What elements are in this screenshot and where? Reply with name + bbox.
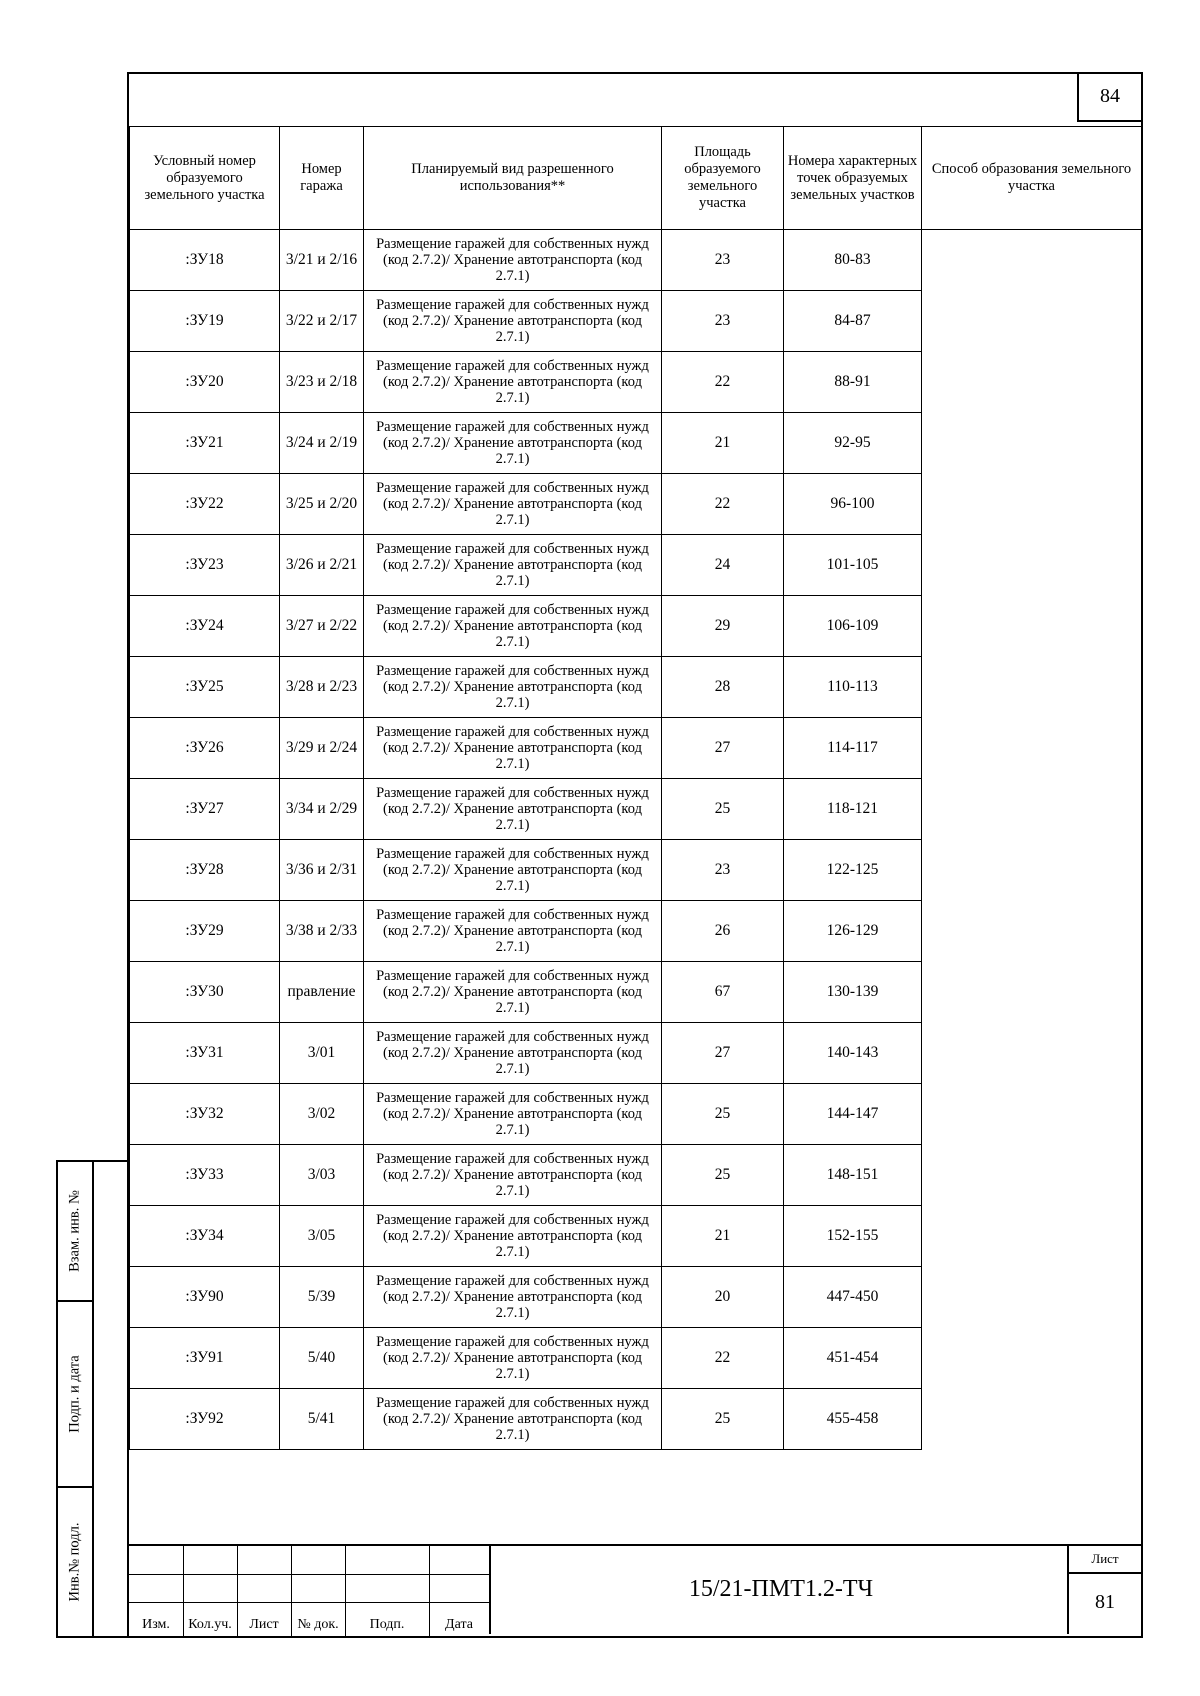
- cell-points: 84-87: [784, 291, 922, 352]
- cell-formation-method: [922, 535, 1142, 596]
- cell-plot-id: :ЗУ25: [130, 657, 280, 718]
- cell-formation-method: [922, 1023, 1142, 1084]
- page-frame: [127, 72, 1143, 1638]
- cell-planned-use: Размещение гаражей для собственных нужд (код 2.7.2)/ Хранение автотранспорта (код 2.7.1): [364, 474, 662, 535]
- cell-points: 106-109: [784, 596, 922, 657]
- table-row: [130, 1084, 1142, 1145]
- table-row: [130, 474, 1142, 535]
- cell-formation-method: [922, 718, 1142, 779]
- cell-points: 118-121: [784, 779, 922, 840]
- cell-plot-id: :ЗУ28: [130, 840, 280, 901]
- cell-points: 110-113: [784, 657, 922, 718]
- cell-planned-use: Размещение гаражей для собственных нужд (код 2.7.2)/ Хранение автотранспорта (код 2.7.1): [364, 352, 662, 413]
- cell-plot-id: :ЗУ32: [130, 1084, 280, 1145]
- cell-area: 23: [662, 230, 784, 291]
- cell-points: 101-105: [784, 535, 922, 596]
- cell-plot-id: :ЗУ24: [130, 596, 280, 657]
- side-cell-inv: [58, 1488, 94, 1636]
- cell-area: 26: [662, 901, 784, 962]
- cell-area: 25: [662, 1084, 784, 1145]
- cell-area: 28: [662, 657, 784, 718]
- sheet-box: [1067, 1546, 1141, 1634]
- table-row: [130, 535, 1142, 596]
- cell-points: 447-450: [784, 1267, 922, 1328]
- cell-garage-number: 3/38 и 2/33: [280, 901, 364, 962]
- cell-area: 21: [662, 1206, 784, 1267]
- table-row: [130, 1023, 1142, 1084]
- cell-area: 22: [662, 1328, 784, 1389]
- cell-plot-id: :ЗУ29: [130, 901, 280, 962]
- cell-formation-method: [922, 352, 1142, 413]
- cell-points: 455-458: [784, 1389, 922, 1450]
- cell-planned-use: Размещение гаражей для собственных нужд (код 2.7.2)/ Хранение автотранспорта (код 2.7.1): [364, 1328, 662, 1389]
- stamp-label-doc: № док.: [297, 1617, 339, 1632]
- header-formation-method: Способ образования земельного участка: [922, 127, 1142, 230]
- table-row: [130, 1145, 1142, 1206]
- cell-formation-method: [922, 1084, 1142, 1145]
- cell-area: 23: [662, 291, 784, 352]
- stamp-label-date: Дата: [445, 1617, 473, 1632]
- cell-formation-method: [922, 901, 1142, 962]
- cell-garage-number: 3/03: [280, 1145, 364, 1206]
- cell-points: 130-139: [784, 962, 922, 1023]
- cell-plot-id: :ЗУ90: [130, 1267, 280, 1328]
- cell-plot-id: :ЗУ22: [130, 474, 280, 535]
- cell-formation-method: [922, 1389, 1142, 1450]
- cell-area: 22: [662, 352, 784, 413]
- cell-points: 96-100: [784, 474, 922, 535]
- document-number: 15/21-ПМТ1.2-ТЧ: [489, 1546, 1071, 1634]
- table-row: [130, 657, 1142, 718]
- cell-plot-id: :ЗУ23: [130, 535, 280, 596]
- cell-planned-use: Размещение гаражей для собственных нужд (код 2.7.2)/ Хранение автотранспорта (код 2.7.1): [364, 230, 662, 291]
- cell-area: 67: [662, 962, 784, 1023]
- table-row: [130, 230, 1142, 291]
- cell-area: 20: [662, 1267, 784, 1328]
- cell-formation-method: [922, 230, 1142, 291]
- cell-planned-use: Размещение гаражей для собственных нужд (код 2.7.2)/ Хранение автотранспорта (код 2.7.1): [364, 779, 662, 840]
- cell-area: 25: [662, 1389, 784, 1450]
- cell-plot-id: :ЗУ30: [130, 962, 280, 1023]
- cell-formation-method: [922, 1267, 1142, 1328]
- cell-points: 451-454: [784, 1328, 922, 1389]
- stamp-label-change: Изм.: [142, 1617, 170, 1632]
- cell-plot-id: :ЗУ91: [130, 1328, 280, 1389]
- cell-points: 114-117: [784, 718, 922, 779]
- cell-garage-number: 3/27 и 2/22: [280, 596, 364, 657]
- cell-planned-use: Размещение гаражей для собственных нужд (код 2.7.2)/ Хранение автотранспорта (код 2.7.1): [364, 1206, 662, 1267]
- table-row: [130, 596, 1142, 657]
- table-row: [130, 1267, 1142, 1328]
- table-row: [130, 291, 1142, 352]
- cell-area: 24: [662, 535, 784, 596]
- cell-formation-method: [922, 1206, 1142, 1267]
- cell-planned-use: Размещение гаражей для собственных нужд (код 2.7.2)/ Хранение автотранспорта (код 2.7.1): [364, 962, 662, 1023]
- cell-plot-id: :ЗУ92: [130, 1389, 280, 1450]
- cell-points: 152-155: [784, 1206, 922, 1267]
- header-garage-number: Номер гаража: [280, 127, 364, 230]
- cell-points: 148-151: [784, 1145, 922, 1206]
- cell-planned-use: Размещение гаражей для собственных нужд (код 2.7.2)/ Хранение автотранспорта (код 2.7.1): [364, 718, 662, 779]
- cell-formation-method: [922, 1328, 1142, 1389]
- cell-planned-use: Размещение гаражей для собственных нужд (код 2.7.2)/ Хранение автотранспорта (код 2.7.1): [364, 413, 662, 474]
- cell-formation-method: [922, 596, 1142, 657]
- table-body: [130, 230, 1142, 1450]
- cell-planned-use: Размещение гаражей для собственных нужд (код 2.7.2)/ Хранение автотранспорта (код 2.7.1): [364, 1084, 662, 1145]
- cell-planned-use: Размещение гаражей для собственных нужд (код 2.7.2)/ Хранение автотранспорта (код 2.7.1): [364, 291, 662, 352]
- cell-garage-number: 3/22 и 2/17: [280, 291, 364, 352]
- header-planned-use: Планируемый вид разрешенного использования**: [364, 127, 662, 230]
- cell-area: 27: [662, 718, 784, 779]
- cell-formation-method: [922, 474, 1142, 535]
- cell-garage-number: 5/41: [280, 1389, 364, 1450]
- cell-plot-id: :ЗУ19: [130, 291, 280, 352]
- cell-plot-id: :ЗУ26: [130, 718, 280, 779]
- cell-plot-id: :ЗУ34: [130, 1206, 280, 1267]
- cell-formation-method: [922, 779, 1142, 840]
- cell-points: 140-143: [784, 1023, 922, 1084]
- header-area: Площадь образуемого земельного участка: [662, 127, 784, 230]
- cell-planned-use: Размещение гаражей для собственных нужд (код 2.7.2)/ Хранение автотранспорта (код 2.7.1): [364, 657, 662, 718]
- cell-plot-id: :ЗУ20: [130, 352, 280, 413]
- table-row: [130, 718, 1142, 779]
- cell-plot-id: :ЗУ31: [130, 1023, 280, 1084]
- header-plot-id: Условный номер образуемого земельного участка: [130, 127, 280, 230]
- cell-points: 88-91: [784, 352, 922, 413]
- stamp-label-qty: Кол.уч.: [188, 1617, 232, 1632]
- table-row: [130, 779, 1142, 840]
- cell-garage-number: 3/05: [280, 1206, 364, 1267]
- cell-planned-use: Размещение гаражей для собственных нужд (код 2.7.2)/ Хранение автотранспорта (код 2.7.1): [364, 1267, 662, 1328]
- cell-planned-use: Размещение гаражей для собственных нужд (код 2.7.2)/ Хранение автотранспорта (код 2.7.1): [364, 840, 662, 901]
- table-row: [130, 1206, 1142, 1267]
- cell-plot-id: :ЗУ33: [130, 1145, 280, 1206]
- cell-garage-number: правление: [280, 962, 364, 1023]
- cell-formation-method: [922, 291, 1142, 352]
- table-row: [130, 901, 1142, 962]
- revision-grid: [129, 1546, 489, 1636]
- side-cell-replace: [58, 1162, 94, 1302]
- table-header-row: [130, 127, 1142, 230]
- cell-plot-id: :ЗУ21: [130, 413, 280, 474]
- side-label-inv: Инв.№ подл.: [66, 1522, 83, 1602]
- table-row: [130, 840, 1142, 901]
- cell-area: 23: [662, 840, 784, 901]
- sheet-number: 81: [1095, 1591, 1115, 1613]
- table-row: [130, 962, 1142, 1023]
- side-cell-sign: [58, 1302, 94, 1488]
- table-row: [130, 352, 1142, 413]
- cell-garage-number: 3/29 и 2/24: [280, 718, 364, 779]
- cell-area: 22: [662, 474, 784, 535]
- cell-garage-number: 3/28 и 2/23: [280, 657, 364, 718]
- table-row: [130, 413, 1142, 474]
- cell-garage-number: 3/21 и 2/16: [280, 230, 364, 291]
- stamp-label-sign: Подп.: [369, 1617, 405, 1632]
- sheet-label: Лист: [1069, 1546, 1141, 1574]
- cell-area: 29: [662, 596, 784, 657]
- cell-formation-method: [922, 840, 1142, 901]
- title-block: [129, 1544, 1141, 1636]
- page-number: 84: [1077, 74, 1141, 122]
- header-points: Номера характерных точек образуемых земельных участков: [784, 127, 922, 230]
- cell-formation-method: [922, 657, 1142, 718]
- cell-formation-method: [922, 413, 1142, 474]
- cell-garage-number: 3/23 и 2/18: [280, 352, 364, 413]
- cell-garage-number: 3/02: [280, 1084, 364, 1145]
- side-label-replace: Взам. инв. №: [66, 1190, 83, 1272]
- cell-garage-number: 3/26 и 2/21: [280, 535, 364, 596]
- cell-points: 92-95: [784, 413, 922, 474]
- cell-formation-method: [922, 1145, 1142, 1206]
- cell-points: 80-83: [784, 230, 922, 291]
- cell-planned-use: Размещение гаражей для собственных нужд (код 2.7.2)/ Хранение автотранспорта (код 2.7.1): [364, 1145, 662, 1206]
- cell-garage-number: 5/39: [280, 1267, 364, 1328]
- stamp-label-sheet: Лист: [249, 1617, 279, 1632]
- cell-points: 122-125: [784, 840, 922, 901]
- cell-plot-id: :ЗУ27: [130, 779, 280, 840]
- cell-planned-use: Размещение гаражей для собственных нужд (код 2.7.2)/ Хранение автотранспорта (код 2.7.1): [364, 901, 662, 962]
- cell-garage-number: 3/25 и 2/20: [280, 474, 364, 535]
- side-stamp: [56, 1160, 127, 1638]
- cell-garage-number: 5/40: [280, 1328, 364, 1389]
- cell-area: 25: [662, 1145, 784, 1206]
- cell-garage-number: 3/24 и 2/19: [280, 413, 364, 474]
- cell-garage-number: 3/34 и 2/29: [280, 779, 364, 840]
- cell-planned-use: Размещение гаражей для собственных нужд (код 2.7.2)/ Хранение автотранспорта (код 2.7.1): [364, 596, 662, 657]
- side-label-sign: Подп. и дата: [66, 1355, 83, 1433]
- cell-planned-use: Размещение гаражей для собственных нужд (код 2.7.2)/ Хранение автотранспорта (код 2.7.1): [364, 1023, 662, 1084]
- cell-area: 21: [662, 413, 784, 474]
- cell-planned-use: Размещение гаражей для собственных нужд (код 2.7.2)/ Хранение автотранспорта (код 2.7.1): [364, 1389, 662, 1450]
- cell-garage-number: 3/36 и 2/31: [280, 840, 364, 901]
- table-row: [130, 1328, 1142, 1389]
- cell-area: 27: [662, 1023, 784, 1084]
- land-plots-table: [129, 126, 1142, 1450]
- cell-points: 144-147: [784, 1084, 922, 1145]
- cell-garage-number: 3/01: [280, 1023, 364, 1084]
- cell-points: 126-129: [784, 901, 922, 962]
- cell-area: 25: [662, 779, 784, 840]
- cell-planned-use: Размещение гаражей для собственных нужд (код 2.7.2)/ Хранение автотранспорта (код 2.7.1): [364, 535, 662, 596]
- cell-plot-id: :ЗУ18: [130, 230, 280, 291]
- table-row: [130, 1389, 1142, 1450]
- cell-formation-method: [922, 962, 1142, 1023]
